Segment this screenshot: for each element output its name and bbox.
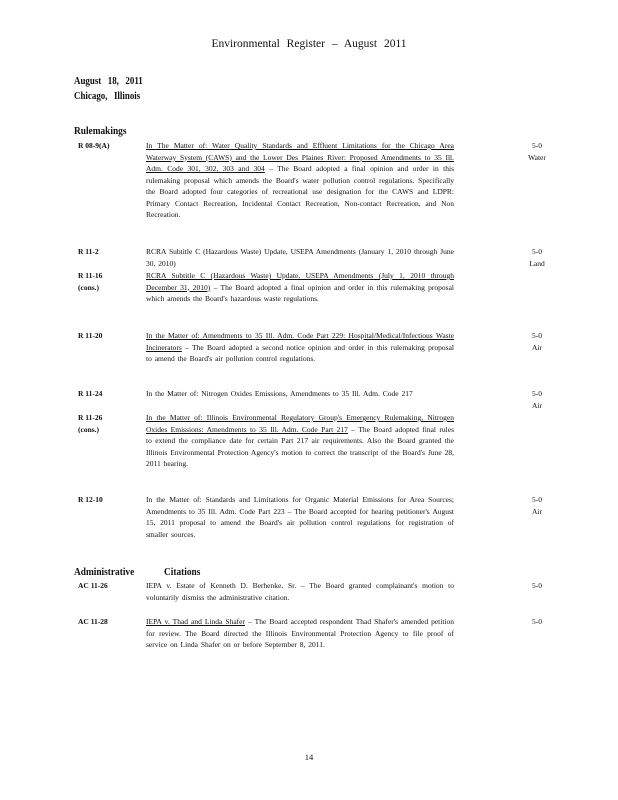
vote-column bbox=[512, 388, 562, 411]
entry-description bbox=[146, 580, 454, 603]
page-header: Environmental Register – August 2011 bbox=[211, 38, 407, 50]
vote-column bbox=[512, 580, 562, 592]
vote-count: 5-0 bbox=[532, 331, 542, 340]
media-type: Water bbox=[528, 152, 546, 162]
vote-count: 5-0 bbox=[532, 617, 542, 626]
entry-description bbox=[146, 140, 454, 221]
media-type: Air bbox=[532, 400, 542, 410]
vote-column bbox=[512, 616, 562, 628]
vote-count: 5-0 bbox=[532, 247, 542, 256]
docket-number-primary: R 11-26 bbox=[78, 413, 103, 422]
entry-body: In the Matter of: Standards and Limitations for Organic Material Emissions for Area Sources; Amendments to 35 Ill. Adm. Code Part 223 – The Board accepted for hearing petitioner's August 15, 2011 proposal to amend the Board's air pollution control regulations for registration of smaller sources. bbox=[146, 495, 454, 539]
entry-title: RCRA Subtitle C (Hazardous Waste) Update, USEPA Amendments (July 1, 2010 through December 31, 2010) bbox=[146, 271, 454, 292]
meeting-location: Chicago, Illinois bbox=[74, 91, 141, 102]
entry-description bbox=[146, 494, 454, 540]
docket-number: R 11-24 bbox=[78, 389, 103, 398]
page-number: 14 bbox=[304, 752, 314, 762]
vote-column bbox=[512, 330, 562, 353]
entry-body: – The Board adopted a final opinion and order in this rulemaking proposal which amends the Board's water pollution control regulations. Specifically the Board adopted four categories of recreational use designation for the CAWS and LDPR: Primary Contact Recreation, Incidental Contact Recreation, Non-contact Recreation, and Non Recreation. bbox=[146, 164, 454, 219]
entry-body: IEPA v. Estate of Kenneth D. Berhenke, Sr. – The Board granted complainant's motion to voluntarily dismiss the administrative citation. bbox=[146, 581, 454, 602]
media-type: Land bbox=[529, 258, 545, 268]
docket-number: AC 11-28 bbox=[78, 617, 108, 626]
meeting-date: August 18, 2011 bbox=[74, 76, 143, 87]
docket-number: R 11-20 bbox=[78, 331, 103, 340]
entry-title: In the Matter of: Illinois Environmental Regulatory Group's Emergency Rulemaking, Nitrogen Oxides Emissions: Amendments to 35 Ill. Adm. Code Part 217 bbox=[146, 413, 454, 434]
entry-description bbox=[146, 388, 454, 400]
docket-number: R 11-2 bbox=[78, 247, 99, 256]
vote-count: 5-0 bbox=[532, 389, 542, 398]
entry-description bbox=[146, 270, 454, 305]
entry-body: – The Board adopted final rules to extend the compliance date for certain Part 217 air requirements. Also the Board granted the Illinois Environmental Protection Agency's motion to correct the transcript of the Board's June 28, 2011 hearing. bbox=[146, 424, 455, 468]
entry-body: – The Board adopted a final opinion and order in this rulemaking proposal which amends the Board's hazardous waste regulations. bbox=[146, 282, 454, 303]
docket-number bbox=[78, 270, 102, 293]
entry-description bbox=[146, 412, 454, 470]
meeting-info bbox=[74, 74, 143, 104]
entry-title: In The Matter of: Water Quality Standards and Effluent Limitations for the Chicago Area Waterway System (CAWS) and the Lower Des Plaines River: Proposed Amendments to 35 Ill. Adm. Code 301, 302, 303 and 304 bbox=[146, 141, 454, 173]
docket-consolidated: (cons.) bbox=[78, 282, 100, 292]
entry-description bbox=[146, 330, 454, 365]
docket-number: AC 11-26 bbox=[78, 581, 108, 590]
entry-body: – The Board accepted respondent Thad Shafer's amended petition for review. The Board directed the Illinois Environmental Protection Agency to file proof of service on Linda Shafer on or before September 8, 2011. bbox=[146, 617, 455, 649]
vote-count: 5-0 bbox=[532, 495, 542, 504]
media-type: Air bbox=[532, 506, 542, 516]
docket-number: R 12-10 bbox=[78, 495, 103, 504]
entry-body: In the Matter of: Nitrogen Oxides Emissions, Amendments to 35 Ill. Adm. Code 217 bbox=[146, 389, 413, 398]
docket-number-primary: R 11-16 bbox=[78, 271, 103, 280]
entry-description bbox=[146, 616, 454, 651]
media-type: Air bbox=[532, 342, 542, 352]
entry-title: In the Matter of: Amendments to 35 Ill. Adm. Code Part 229: Hospital/Medical/Infectious Waste Incinerators bbox=[146, 331, 454, 352]
vote-count: 5-0 bbox=[532, 581, 542, 590]
section-title-citations: Citations bbox=[164, 566, 201, 578]
section-title-administrative: Administrative bbox=[74, 566, 135, 578]
entry-description bbox=[146, 246, 454, 269]
vote-column bbox=[512, 140, 562, 163]
entry-body: RCRA Subtitle C (Hazardous Waste) Update, USEPA Amendments (January 1, 2010 through June 30, 2010) bbox=[146, 247, 454, 268]
section-title-rulemakings: Rulemakings bbox=[74, 125, 127, 137]
vote-column bbox=[512, 494, 562, 517]
docket-number: R 08-9(A) bbox=[78, 141, 110, 150]
vote-count: 5-0 bbox=[532, 141, 542, 150]
docket-number bbox=[78, 412, 102, 435]
docket-consolidated: (cons.) bbox=[78, 424, 100, 434]
vote-column bbox=[512, 246, 562, 269]
entry-title: IEPA v. Thad and Linda Shafer bbox=[146, 617, 245, 626]
entry-body: – The Board adopted a second notice opinion and order in this rulemaking proposal to amend the Board's air pollution control regulations. bbox=[146, 342, 454, 363]
